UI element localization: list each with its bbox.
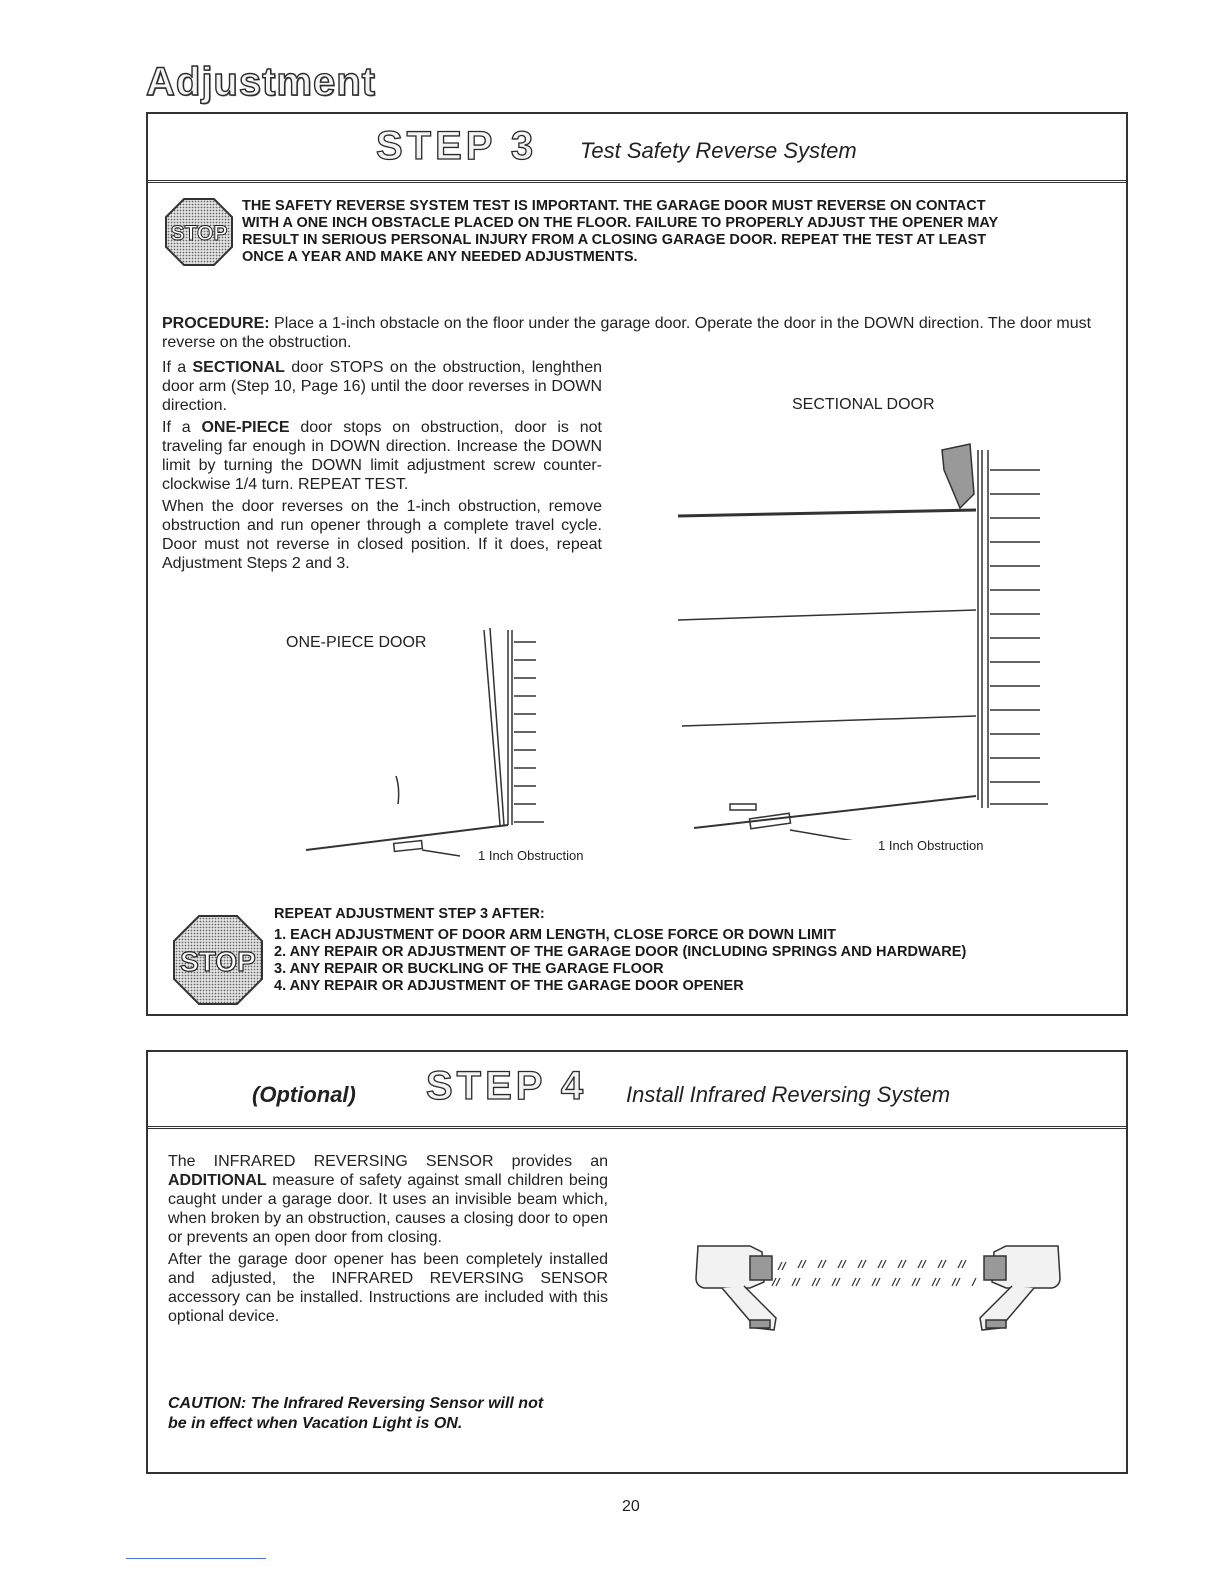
repeat-section — [274, 906, 1114, 995]
step4-title: Install Infrared Reversing System — [626, 1082, 951, 1107]
stop-sign-icon — [164, 197, 234, 267]
reverse-paragraph: When the door reverses on the 1-inch obstruction, remove obstruction and run opener through a complete travel cycle. Door must not reverse in closed position. If it does, repeat Adjustment Steps 2 and 3. — [162, 498, 602, 572]
list-item: 1. EACH ADJUSTMENT OF DOOR ARM LENGTH, CLOSE FORCE OR DOWN LIMIT — [274, 927, 837, 943]
caution-note — [168, 1394, 628, 1434]
list-item: 2. ANY REPAIR OR ADJUSTMENT OF THE GARAGE DOOR (INCLUDING SPRINGS AND HARDWARE) — [274, 944, 967, 960]
one-piece-door-label: ONE-PIECE DOOR — [286, 634, 427, 651]
procedure-details — [162, 358, 602, 576]
repeat-list — [274, 927, 1114, 995]
procedure-paragraph — [162, 314, 1112, 352]
list-item: 3. ANY REPAIR OR BUCKLING OF THE GARAGE FLOOR — [274, 961, 664, 977]
repeat-heading: REPEAT ADJUSTMENT STEP 3 AFTER: — [274, 906, 545, 922]
warning-line: RESULT IN SERIOUS PERSONAL INJURY FROM A CLOSING GARAGE DOOR. REPEAT THE TEST AT LEAST — [242, 232, 987, 248]
intro-paragraph: The INFRARED REVERSING SENSOR provides an ADDITIONAL measure of safety against small children being caught under a garage door. It uses an invisible beam which, when broken by an obstruction, causes a closing door to open or prevents an open door from closing. — [168, 1153, 609, 1246]
step3-title: Test Safety Reverse System — [580, 138, 857, 163]
obstruction-label-left: 1 Inch Obstruction — [478, 848, 584, 863]
warning-line: THE SAFETY REVERSE SYSTEM TEST IS IMPORTANT. THE GARAGE DOOR MUST REVERSE ON CONTACT — [242, 198, 986, 214]
step4-description — [168, 1152, 608, 1329]
warning-line: WITH A ONE INCH OBSTACLE PLACED ON THE FLOOR. FAILURE TO PROPERLY ADJUST THE OPENER MAY — [242, 215, 999, 231]
one-piece-door-illustration — [300, 620, 560, 860]
page-number: 20 — [622, 1498, 640, 1515]
stop-sign-text: STOP — [180, 946, 256, 977]
step4-label: STEP 4 — [426, 1064, 588, 1108]
safety-warning — [242, 198, 1114, 266]
procedure-text: Place a 1-inch obstacle on the floor under the garage door. Operate the door in the DOWN direction. The door must reverse on the obstruction. — [162, 315, 1092, 351]
sectional-paragraph: If a SECTIONAL door STOPS on the obstruction, lenghthen door arm (Step 10, Page 16) until the door reverses in DOWN direction. — [162, 359, 602, 414]
sectional-door-label: SECTIONAL DOOR — [792, 396, 935, 413]
caution-line: be in effect when Vacation Light is ON. — [168, 1415, 463, 1432]
caution-line: CAUTION: The Infrared Reversing Sensor will not — [168, 1395, 544, 1412]
install-paragraph: After the garage door opener has been completely installed and adjusted, the INFRARED REVERSING SENSOR accessory can be installed. Instructions are included with this optional device. — [168, 1251, 608, 1325]
onepiece-paragraph: If a ONE-PIECE door stops on obstruction, door is not traveling far enough in DOWN direction. Increase the DOWN limit by turning the DOWN limit adjustment screw counter-clockwise 1/4 turn. REPEAT TEST. — [162, 419, 602, 493]
step4-header — [148, 1052, 1126, 1129]
optional-label: (Optional) — [252, 1082, 356, 1107]
sectional-door-illustration — [672, 430, 1062, 840]
stop-sign-text: STOP — [170, 222, 228, 245]
stop-sign-icon — [172, 914, 264, 1006]
infrared-sensor-illustration — [692, 1238, 1064, 1338]
obstruction-label-right: 1 Inch Obstruction — [878, 838, 984, 853]
step3-label: STEP 3 — [376, 124, 538, 168]
warning-line: ONCE A YEAR AND MAKE ANY NEEDED ADJUSTMENTS. — [242, 249, 638, 265]
divider — [126, 1558, 266, 1559]
procedure-label: PROCEDURE: — [162, 315, 270, 332]
list-item: 4. ANY REPAIR OR ADJUSTMENT OF THE GARAGE DOOR OPENER — [274, 978, 744, 994]
step3-header — [148, 114, 1126, 183]
page-title: Adjustment — [146, 60, 376, 104]
